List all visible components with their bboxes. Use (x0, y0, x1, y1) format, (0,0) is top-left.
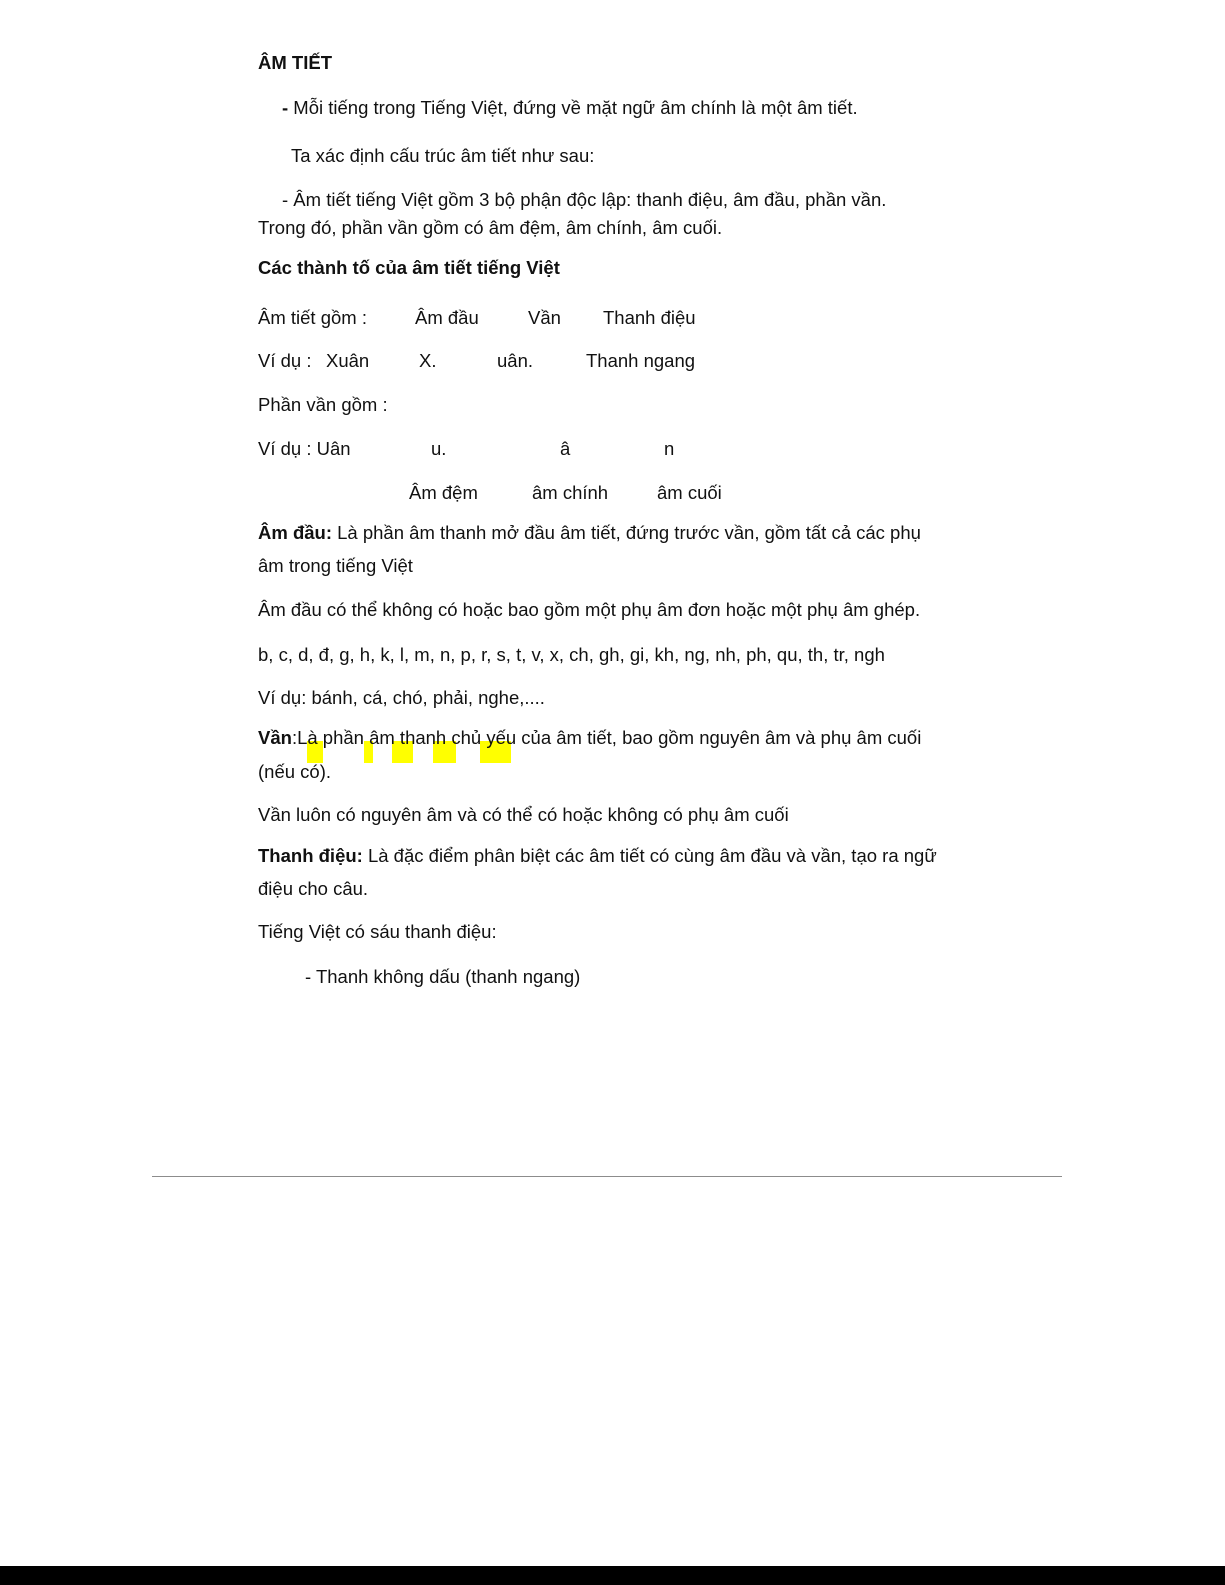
van-note: Vần luôn có nguyên âm và có thể có hoặc không có phụ âm cuối (258, 804, 789, 825)
intro-dash: - (282, 97, 289, 118)
rhyme-example-am-chinh: â (560, 438, 571, 459)
van-definition-text: :Là phần âm thanh chủ yếu của âm tiết, bao gồm nguyên âm và phụ âm cuối (291, 727, 922, 748)
intro-line-1-text: Mỗi tiếng trong Tiếng Việt, đứng về mặt ngữ âm chính là một âm tiết. (288, 97, 858, 118)
thanh-dieu-definition-cont: điệu cho câu. (258, 878, 369, 899)
bottom-bar (0, 1566, 1225, 1585)
structure-col-am-dau: Âm đầu (415, 307, 479, 328)
am-dau-note: Âm đầu có thể không có hoặc bao gồm một phụ âm đơn hoặc một phụ âm ghép. (258, 599, 921, 620)
example-col-van: uân. (497, 350, 534, 371)
rhyme-label-am-chinh: âm chính (532, 482, 609, 503)
thanh-dieu-item-1: - Thanh không dấu (thanh ngang) (305, 966, 581, 987)
am-dau-example: Ví dụ: bánh, cá, chó, phải, nghe,.... (258, 687, 545, 708)
rhyme-example-am-cuoi: n (664, 438, 675, 459)
page-break-line (152, 1176, 1062, 1177)
intro-line-1 (282, 96, 858, 120)
thanh-dieu-term: Thanh điệu: (258, 845, 363, 866)
am-dau-definition-cont: âm trong tiếng Việt (258, 555, 413, 576)
am-dau-term: Âm đầu: (258, 522, 332, 543)
structure-col-van: Vần (528, 307, 561, 328)
thanh-dieu-definition-text: Là đặc điểm phân biệt các âm tiết có cùng âm đầu và vần, tạo ra ngữ (362, 845, 937, 866)
example-word: Xuân (326, 350, 370, 371)
document-title: ÂM TIẾT (258, 52, 332, 73)
van-term: Vần (258, 727, 292, 748)
am-dau-consonant-list: b, c, d, đ, g, h, k, l, m, n, p, r, s, t, v, x, ch, gh, gi, kh, ng, nh, ph, qu, th, tr, ngh (258, 644, 885, 665)
intro-line-3: - Âm tiết tiếng Việt gồm 3 bộ phận độc lập: thanh điệu, âm đầu, phần vần. (282, 189, 887, 210)
intro-line-2: Ta xác định cấu trúc âm tiết như sau: (291, 145, 595, 166)
structure-col-thanh-dieu: Thanh điệu (603, 307, 696, 328)
structure-label: Âm tiết gồm : (258, 307, 367, 328)
rhyme-example-label: Ví dụ : Uân (258, 438, 351, 459)
thanh-dieu-note: Tiếng Việt có sáu thanh điệu: (258, 921, 497, 942)
example-label: Ví dụ : (258, 350, 312, 371)
rhyme-label-am-dem: Âm đệm (409, 482, 478, 503)
van-definition (258, 726, 921, 750)
van-definition-cont: (nếu có). (258, 761, 332, 782)
rhyme-example-am-dem: u. (431, 438, 447, 459)
example-col-thanh-dieu: Thanh ngang (586, 350, 696, 371)
am-dau-definition-text: Là phần âm thanh mở đầu âm tiết, đứng trước vần, gồm tất cả các phụ (332, 522, 921, 543)
components-heading: Các thành tố của âm tiết tiếng Việt (258, 257, 560, 278)
example-col-am-dau: X. (419, 350, 437, 371)
rhyme-heading: Phần vần gồm : (258, 394, 388, 415)
thanh-dieu-definition (258, 844, 937, 868)
am-dau-definition (258, 521, 921, 545)
intro-line-4: Trong đó, phần vần gồm có âm đệm, âm chính, âm cuối. (258, 217, 723, 238)
rhyme-label-am-cuoi: âm cuối (657, 482, 722, 503)
